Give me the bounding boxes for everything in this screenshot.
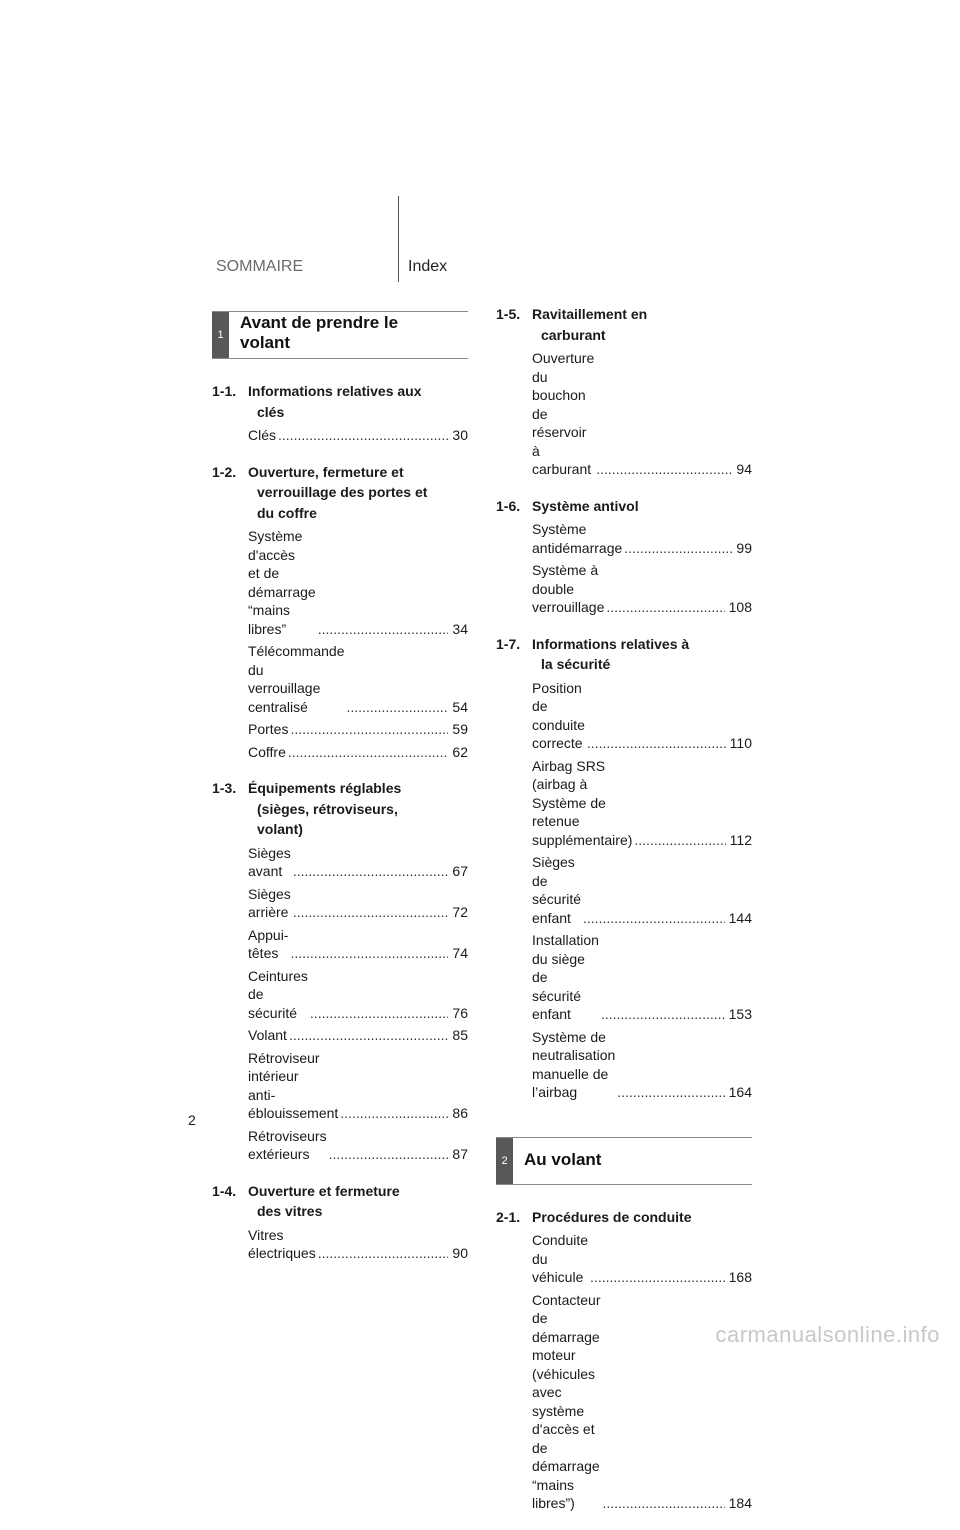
- section-number: 1-7.: [496, 635, 521, 652]
- section-title: Informations relatives à la sécurité: [532, 635, 690, 672]
- entry-label: Système antidémarrage: [532, 521, 623, 556]
- entry-page-number: 153: [728, 1006, 752, 1022]
- toc-entry[interactable]: [496, 757, 752, 850]
- entry-label: Installation du siège de sécurité enfant: [532, 932, 599, 1022]
- chapter-2-tab: 2: [496, 1138, 513, 1184]
- toc-entry[interactable]: [212, 1026, 468, 1045]
- toc-column-left: [212, 311, 468, 1280]
- entry-label: Ceintures de sécurité: [248, 967, 308, 1021]
- section-number: 1-4.: [212, 1182, 237, 1199]
- section-number: 1-3.: [212, 780, 237, 796]
- entry-page-number: 184: [728, 1495, 752, 1511]
- toc-entry[interactable]: [212, 1127, 468, 1164]
- dot-leader: [293, 903, 449, 922]
- entry-label: Ouverture du bouchon de réservoir à carburant: [532, 350, 595, 477]
- entry-label: Coffre: [248, 743, 286, 760]
- section-number: 2-1.: [496, 1208, 521, 1225]
- entry-label: Position de conduite correcte: [532, 679, 585, 751]
- dot-leader: [289, 1026, 448, 1045]
- dot-leader: [329, 1145, 449, 1164]
- entry-label: Sièges de sécurité enfant: [532, 854, 582, 926]
- dot-leader: [290, 944, 448, 963]
- section-heading[interactable]: [496, 1207, 752, 1228]
- entry-label: Sièges avant: [248, 844, 291, 879]
- toc-entry[interactable]: [212, 926, 468, 963]
- toc-entry[interactable]: [212, 844, 468, 881]
- section-title: Équipements réglables (sièges, rétroviseurs, volant): [248, 780, 402, 837]
- entry-label: Contacteur de démarrage moteur (véhicules avec système d'accès et de démarrage “mains libres”): [532, 1291, 601, 1511]
- entry-label: Système d'accès et de démarrage “mains libres”: [248, 528, 316, 637]
- section-heading[interactable]: [212, 778, 468, 840]
- section-heading[interactable]: [212, 462, 468, 524]
- section-number: 1-5.: [496, 306, 521, 322]
- page-number: 2: [188, 1112, 196, 1128]
- section-heading[interactable]: [496, 304, 752, 345]
- section-heading[interactable]: [496, 634, 752, 675]
- section-heading[interactable]: [496, 496, 752, 517]
- entry-page-number: 72: [452, 904, 468, 920]
- toc-section: [496, 304, 752, 479]
- entry-page-number: 144: [728, 909, 752, 926]
- entry-label: Clés: [248, 427, 277, 443]
- entry-page-number: 99: [736, 539, 752, 556]
- entry-page-number: 112: [729, 831, 752, 848]
- entry-label: Volant: [248, 1027, 287, 1043]
- dot-leader: [288, 743, 449, 762]
- entry-page-number: 90: [452, 1245, 468, 1261]
- entry-label: Conduite du véhicule: [532, 1232, 589, 1285]
- entry-page-number: 62: [452, 743, 468, 760]
- entry-page-number: 168: [728, 1269, 752, 1285]
- toc-entry[interactable]: [496, 931, 752, 1024]
- entry-label: Rétroviseur intérieur anti-éblouissement: [248, 1049, 339, 1121]
- section-title: Ravitaillement en carburant: [532, 306, 648, 343]
- dot-leader: [634, 831, 725, 850]
- section-title: Ouverture et fermeture des vitres: [248, 1182, 400, 1219]
- toc-entry[interactable]: [212, 1226, 468, 1263]
- entry-label: Télécommande du verrouillage centralisé: [248, 643, 345, 715]
- dot-leader: [587, 734, 726, 753]
- sommaire-link[interactable]: SOMMAIRE: [216, 258, 304, 275]
- toc-section: [212, 462, 468, 762]
- chapter-2-title: Au volant: [524, 1149, 602, 1169]
- chapter-1-continued-sections: [496, 304, 752, 1102]
- entry-page-number: 94: [736, 461, 752, 477]
- chapter-1-header: [212, 311, 468, 359]
- chapter-1-tab: 1: [212, 312, 229, 358]
- chapter-2-header: [496, 1137, 752, 1185]
- toc-entry[interactable]: [212, 743, 468, 762]
- dot-leader: [601, 1005, 725, 1024]
- dot-leader: [583, 909, 725, 928]
- section-heading[interactable]: [212, 381, 468, 422]
- entry-label: Rétroviseurs extérieurs: [248, 1127, 327, 1162]
- section-number: 1-6.: [496, 497, 521, 514]
- nav-divider: [398, 196, 399, 282]
- toc-entry[interactable]: [212, 720, 468, 739]
- toc-entry[interactable]: [212, 527, 468, 638]
- entry-page-number: 108: [728, 599, 752, 615]
- entry-page-number: 76: [452, 1004, 468, 1021]
- dot-leader: [590, 1268, 725, 1287]
- toc-entry[interactable]: [212, 885, 468, 922]
- entry-label: Portes: [248, 721, 289, 737]
- toc-entry[interactable]: [212, 426, 468, 445]
- section-title: Informations relatives aux clés: [248, 383, 422, 420]
- toc-section: [212, 1181, 468, 1263]
- top-navigation: [0, 0, 960, 290]
- toc-entry[interactable]: [212, 1049, 468, 1123]
- entry-label: Appui-têtes: [248, 926, 289, 961]
- section-title: Ouverture, fermeture et verrouillage des portes et du coffre: [248, 463, 428, 521]
- toc-entry[interactable]: [496, 349, 752, 479]
- toc-section: [496, 496, 752, 617]
- dot-leader: [290, 720, 448, 739]
- chapter-2-sections: [496, 1207, 752, 1513]
- toc-entry[interactable]: [496, 520, 752, 557]
- toc-section: [496, 634, 752, 1102]
- watermark: [0, 1318, 960, 1358]
- entry-page-number: 110: [729, 735, 752, 751]
- entry-page-number: 67: [452, 863, 468, 879]
- entry-label: Système de neutralisation manuelle de l’airbag: [532, 1028, 616, 1100]
- dot-leader: [606, 598, 724, 617]
- entry-page-number: 30: [452, 427, 468, 443]
- toc-entry[interactable]: [496, 1028, 752, 1102]
- dot-leader: [617, 1083, 724, 1102]
- entry-page-number: 164: [728, 1084, 752, 1100]
- section-number: 1-1.: [212, 383, 237, 399]
- section-number: 1-2.: [212, 463, 237, 480]
- section-title: Procédures de conduite: [532, 1208, 692, 1225]
- dot-leader: [278, 426, 448, 445]
- entry-page-number: 87: [452, 1146, 468, 1162]
- dot-leader: [293, 862, 449, 881]
- chapter-1-title: Avant de prendre le volant: [240, 313, 399, 352]
- entry-page-number: 34: [452, 620, 468, 637]
- entry-page-number: 74: [452, 945, 468, 961]
- dot-leader: [596, 460, 732, 479]
- dot-leader: [318, 1244, 449, 1263]
- section-heading[interactable]: [212, 1181, 468, 1222]
- toc-entry[interactable]: [212, 642, 468, 716]
- entry-label: Système à double verrouillage: [532, 562, 605, 615]
- entry-label: Airbag SRS (airbag à Système de retenue supplémentaire): [532, 757, 633, 848]
- entry-page-number: 54: [452, 698, 468, 715]
- entry-page-number: 86: [452, 1105, 468, 1121]
- entry-label: Sièges arrière: [248, 885, 291, 920]
- dot-leader: [347, 698, 449, 717]
- toc-entry[interactable]: [496, 679, 752, 753]
- toc-section: [212, 778, 468, 1164]
- entry-page-number: 59: [452, 721, 468, 737]
- toc-entry[interactable]: [496, 561, 752, 617]
- toc-section: [496, 1207, 752, 1513]
- dot-leader: [310, 1004, 449, 1023]
- dot-leader: [624, 539, 732, 558]
- toc-entry[interactable]: [496, 853, 752, 927]
- toc-entry[interactable]: [496, 1231, 752, 1287]
- toc-section: [212, 381, 468, 445]
- dot-leader: [602, 1494, 724, 1513]
- chapter-1-sections: [212, 381, 468, 1263]
- entry-page-number: 85: [452, 1027, 468, 1043]
- watermark-text: carmanualsonline.info: [715, 1322, 940, 1347]
- entry-label: Vitres électriques: [248, 1226, 316, 1261]
- dot-leader: [340, 1104, 448, 1123]
- toc-entry[interactable]: [212, 967, 468, 1023]
- index-link[interactable]: Index: [408, 258, 448, 275]
- dot-leader: [318, 620, 449, 639]
- section-title: Système antivol: [532, 497, 639, 514]
